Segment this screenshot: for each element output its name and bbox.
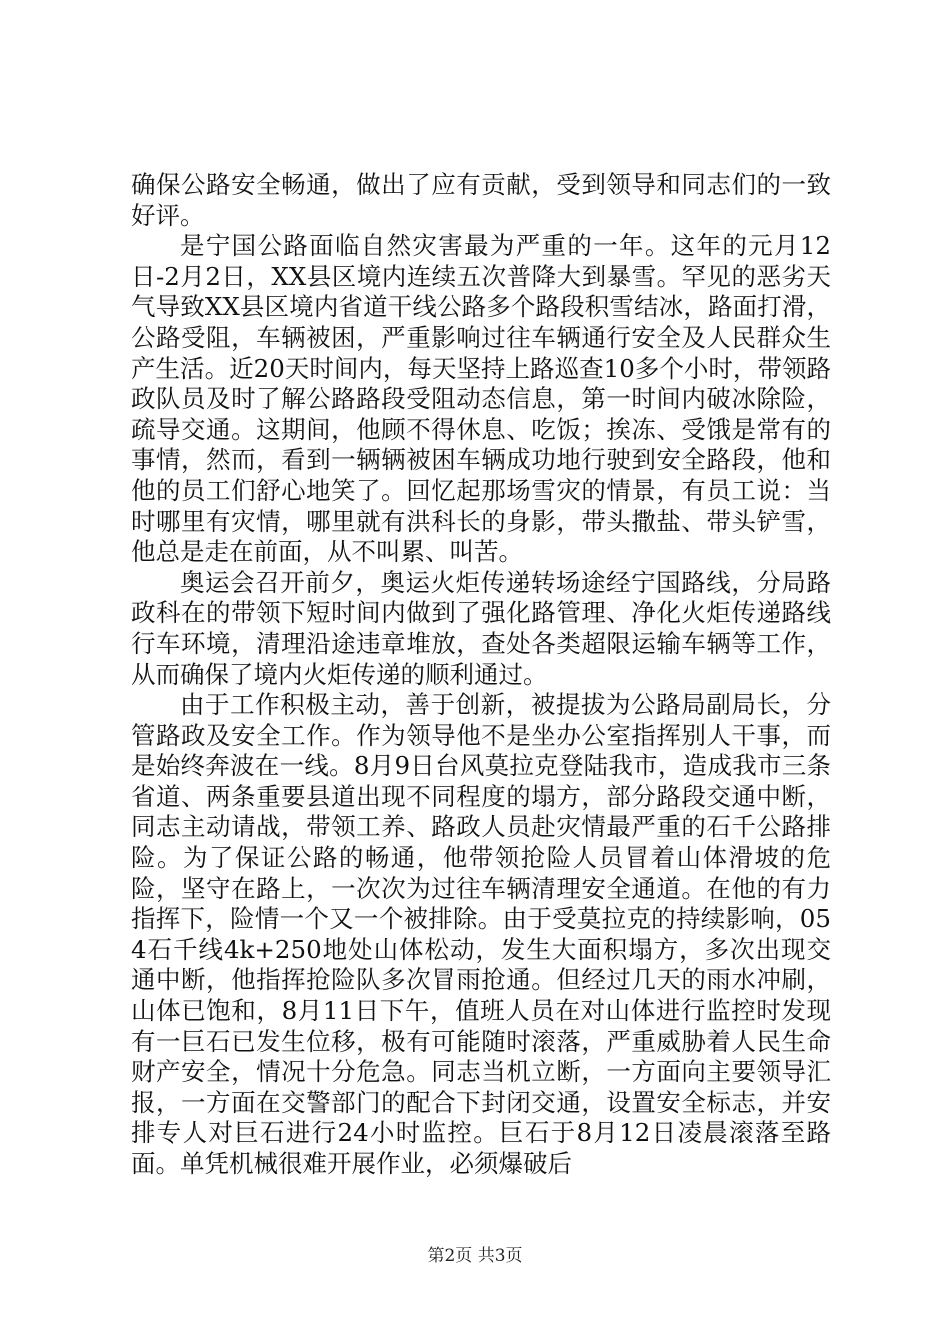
page-footer <box>0 1245 950 1267</box>
paragraph-1: 确保公路安全畅通，做出了应有贡献，受到领导和同志们的一致好评。 <box>131 170 831 230</box>
paragraph-2: 是宁国公路面临自然灾害最为严重的一年。这年的元月12日-2月2日，XX县区境内连续五次普降大到暴雪。罕见的恶劣天气导致XX县区境内省道干线公路多个路段积雪结冰，路面打滑，公路受阻，车辆被困，严重影响过往车辆通行安全及人民群众生产生活。近20天时间内，每天坚持上路巡查10多个小时，带领路政队员及时了解公路路段受阻动态信息，第一时间内破冰除险，疏导交通。这期间，他顾不得休息、吃饭；挨冻、受饿是常有的事情，然而，看到一辆辆被困车辆成功地行驶到安全路段，他和他的员工们舒心地笑了。回忆起那场雪灾的情景，有员工说：当时哪里有灾情，哪里就有洪科长的身影，带头撒盐、带头铲雪，他总是走在前面，从不叫累、叫苦。 <box>131 231 831 567</box>
paragraph-4: 由于工作积极主动，善于创新，被提拔为公路局副局长，分管路政及安全工作。作为领导他不是坐办公室指挥别人干事，而是始终奔波在一线。8月9日台风莫拉克登陆我市，造成我市三条省道、两条重要县道出现不同程度的塌方，部分路段交通中断，同志主动请战，带领工养、路政人员赴灾情最严重的石千公路排险。为了保证公路的畅通，他带领抢险人员冒着山体滑坡的危险，坚守在路上，一次次为过往车辆清理安全通道。在他的有力指挥下，险情一个又一个被排除。由于受莫拉克的持续影响，054石千线4k+250地处山体松动，发生大面积塌方，多次出现交通中断，他指挥抢险队多次冒雨抢通。但经过几天的雨水冲刷，山体已饱和，8月11日下午，值班人员在对山体进行监控时发现有一巨石已发生位移，极有可能随时滚落，严重威胁着人民生命财产安全，情况十分危急。同志当机立断，一方面向主要领导汇报，一方面在交警部门的配合下封闭交通，设置安全标志，并安排专人对巨石进行24小时监控。巨石于8月12日凌晨滚落至路面。单凭机械很难开展作业，必须爆破后 <box>131 690 831 1178</box>
document-body <box>131 170 831 1180</box>
paragraph-3: 奥运会召开前夕，奥运火炬传递转场途经宁国路线，分局路政科在的带领下短时间内做到了强化路管理、净化火炬传递路线行车环境，清理沿途违章堆放，查处各类超限运输车辆等工作，从而确保了境内火炬传递的顺利通过。 <box>131 567 831 689</box>
page-number-label: 第2页 共3页 <box>427 1246 523 1266</box>
